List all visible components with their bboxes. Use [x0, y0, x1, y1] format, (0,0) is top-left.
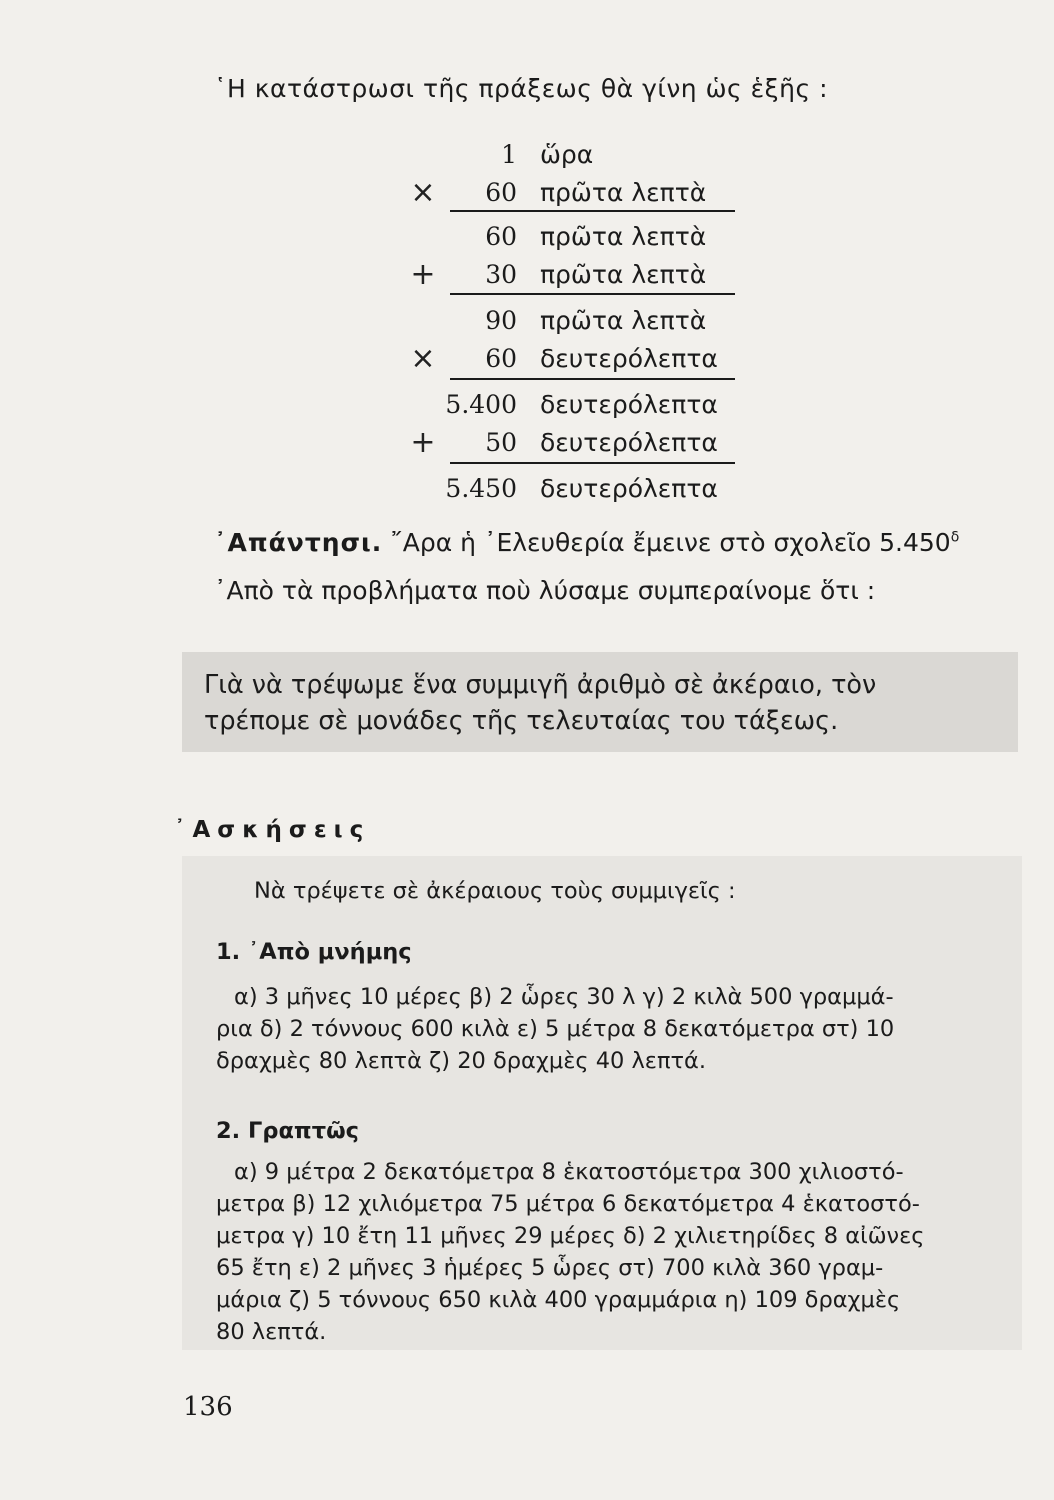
calc-unit: δευτερόλεπτα	[540, 390, 718, 419]
written-line: 80 λεπτά.	[216, 1319, 327, 1345]
oral-line: δραχμὲς 80 λεπτὰ ζ) 20 δραχμὲς 40 λεπτά.	[216, 1048, 707, 1074]
rule-line: Γιὰ νὰ τρέψωμε ἕνα συμμιγῆ ἀριθμὸ σὲ ἀκέραιο, τὸν	[204, 670, 877, 700]
calc-row	[390, 424, 740, 462]
calc-value: 1	[501, 140, 517, 169]
calc-value: 5.450	[445, 474, 517, 503]
rule-box	[182, 652, 1018, 752]
calc-value: 30	[485, 260, 517, 289]
exercises-box	[182, 856, 1022, 1350]
written-line: μετρα β) 12 χιλιόμετρα 75 μέτρα 6 δεκατόμετρα 4 ἑκατοστό-	[216, 1191, 920, 1217]
calc-unit: πρῶτα λεπτὰ	[540, 260, 707, 289]
calc-row	[390, 302, 740, 340]
calc-row	[390, 136, 740, 174]
calc-value: 60	[485, 222, 517, 251]
calc-value: 90	[485, 306, 517, 335]
page-number: 136	[183, 1392, 233, 1422]
calc-row	[390, 386, 740, 424]
calc-unit: πρῶτα λεπτὰ	[540, 222, 707, 251]
oral-section-title: 1. ᾿Απὸ μνήμης	[216, 939, 412, 965]
calc-unit: πρῶτα λεπτὰ	[540, 178, 707, 207]
calc-row	[390, 256, 740, 294]
calc-divider	[450, 293, 735, 295]
oral-line: ρια δ) 2 τόννους 600 κιλὰ ε) 5 μέτρα 8 δεκατόμετρα στ) 10	[216, 1016, 895, 1042]
answer-label: ᾿Απάντησι.	[214, 528, 383, 557]
answer-text: ῎Αρα ἡ ᾿Ελευθερία ἔμεινε στὸ σχολεῖο 5.450	[390, 528, 951, 557]
calc-row	[390, 470, 740, 508]
calc-value: 5.400	[445, 390, 517, 419]
conclusion-text: ᾿Απὸ τὰ προβλήματα ποὺ λύσαμε συμπεραίνομε ὅτι :	[214, 576, 876, 605]
written-line: α) 9 μέτρα 2 δεκατόμετρα 8 ἑκατοστόμετρα 300 χιλιοστό-	[234, 1159, 904, 1185]
calc-unit: πρῶτα λεπτὰ	[540, 306, 707, 335]
written-section-title: 2. Γραπτῶς	[216, 1118, 359, 1144]
answer-superscript: δ	[950, 529, 960, 546]
calc-value: 50	[485, 428, 517, 457]
calc-operator: +	[410, 425, 436, 460]
calc-row	[390, 340, 740, 378]
calc-divider	[450, 378, 735, 380]
oral-line: α) 3 μῆνες 10 μέρες β) 2 ὧρες 30 λ γ) 2 κιλὰ 500 γραμμά-	[234, 984, 894, 1010]
exercises-heading: ᾿Ασκήσεις	[174, 817, 371, 843]
calc-divider	[450, 210, 735, 212]
calc-unit: ὥρα	[540, 140, 594, 169]
calc-row	[390, 218, 740, 256]
calc-divider	[450, 462, 735, 464]
calc-row	[390, 174, 740, 212]
calc-value: 60	[485, 178, 517, 207]
calc-unit: δευτερόλεπτα	[540, 428, 718, 457]
calc-operator: +	[410, 257, 436, 292]
calc-operator: ×	[410, 341, 436, 376]
calc-value: 60	[485, 344, 517, 373]
rule-line: τρέπομε σὲ μονάδες τῆς τελευταίας του τάξεως.	[204, 706, 839, 736]
written-line: μετρα γ) 10 ἔτη 11 μῆνες 29 μέρες δ) 2 χιλιετηρίδες 8 αἰῶνες	[216, 1223, 925, 1249]
calc-unit: δευτερόλεπτα	[540, 344, 718, 373]
exercises-instruction: Νὰ τρέψετε σὲ ἀκέραιους τοὺς συμμιγεῖς :	[254, 878, 736, 904]
calc-operator: ×	[410, 175, 436, 210]
written-line: 65 ἔτη ε) 2 μῆνες 3 ἡμέρες 5 ὧρες στ) 700 κιλὰ 360 γραμ-	[216, 1255, 884, 1281]
calc-unit: δευτερόλεπτα	[540, 474, 718, 503]
calculation-block	[390, 136, 740, 508]
answer-line	[214, 528, 959, 557]
intro-text: ῾Η κατάστρωσι τῆς πράξεως θὰ γίνη ὡς ἑξῆς :	[214, 74, 828, 103]
written-line: μάρια ζ) 5 τόννους 650 κιλὰ 400 γραμμάρια η) 109 δραχμὲς	[216, 1287, 901, 1313]
